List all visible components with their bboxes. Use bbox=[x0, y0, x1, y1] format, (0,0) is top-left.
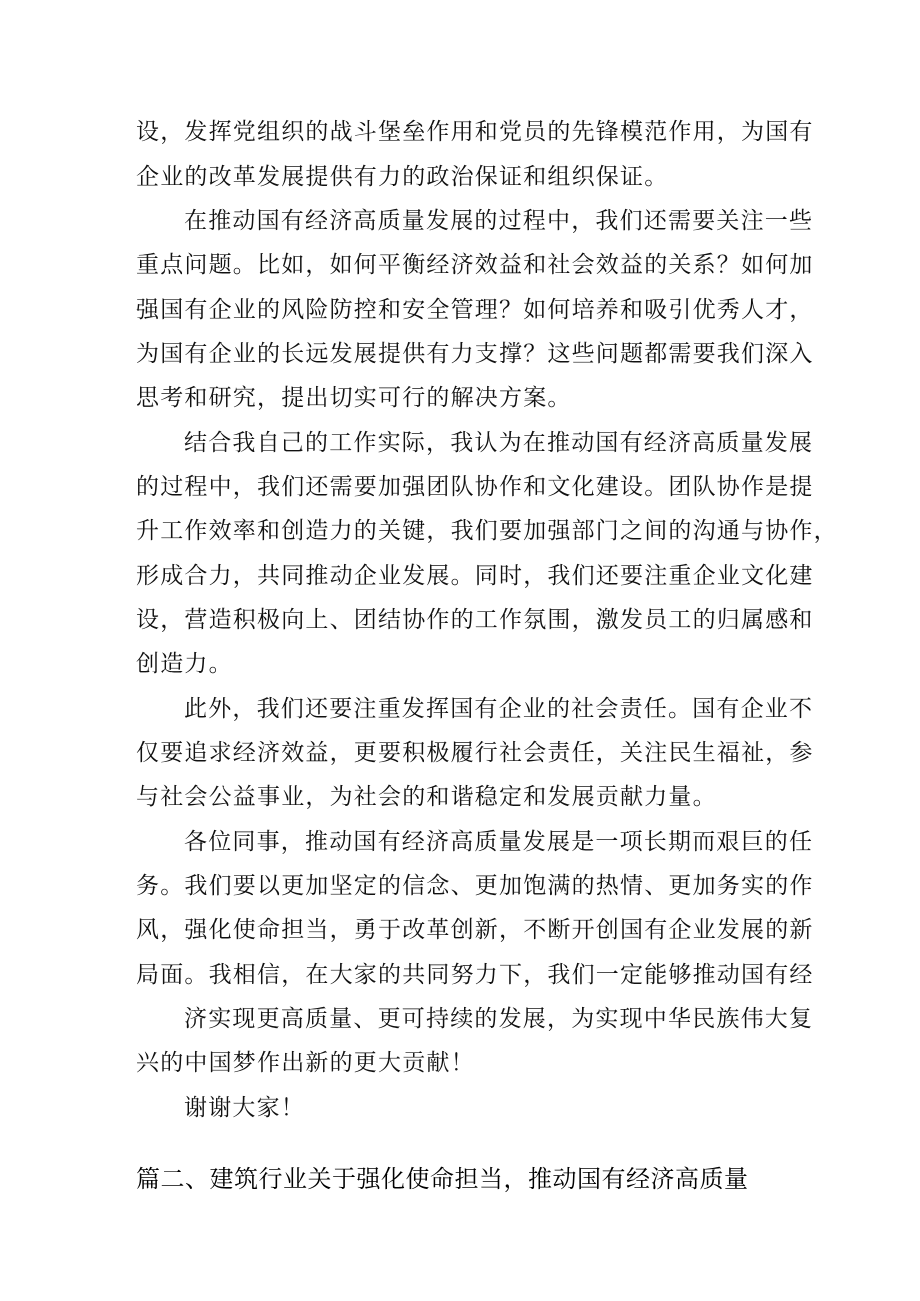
paragraph-start-line: 此外，我们还要注重发挥国有企业的社会责任。国有企业不 bbox=[184, 696, 814, 722]
text-line: 仅要追求经济效益，更要积极履行社会责任，关注民生福祉，参 bbox=[136, 740, 814, 766]
text-line: 形成合力，共同推动企业发展。同时，我们还要注重企业文化建 bbox=[136, 563, 814, 589]
text-line: 务。我们要以更加坚定的信念、更加饱满的热情、更加务实的作 bbox=[136, 873, 814, 899]
paragraph-start-line: 结合我自己的工作实际，我认为在推动国有经济高质量发展 bbox=[184, 430, 814, 456]
text-line: 创造力。 bbox=[136, 651, 233, 677]
text-line: 强国有企业的风险防控和安全管理？如何培养和吸引优秀人才， bbox=[136, 297, 814, 323]
text-line: 风，强化使命担当，勇于改革创新，不断开创国有企业发展的新 bbox=[136, 917, 814, 943]
text-line: 兴的中国梦作出新的更大贡献！ bbox=[136, 1050, 475, 1076]
text-line: 思考和研究，提出切实可行的解决方案。 bbox=[136, 385, 572, 411]
text-line: 的过程中，我们还需要加强团队协作和文化建设。团队协作是提 bbox=[136, 474, 814, 500]
text-line: 与社会公益事业，为社会的和谐稳定和发展贡献力量。 bbox=[136, 784, 717, 810]
paragraph-start-line: 各位同事，推动国有经济高质量发展是一项长期而艰巨的任 bbox=[184, 829, 814, 855]
text-line: 升工作效率和创造力的关键，我们要加强部门之间的沟通与协作， bbox=[136, 518, 838, 544]
text-line: 设，营造积极向上、团结协作的工作氛围，激发员工的归属感和 bbox=[136, 607, 814, 633]
paragraph-start-line: 在推动国有经济高质量发展的过程中，我们还需要关注一些 bbox=[184, 208, 814, 234]
text-line: 重点问题。比如，如何平衡经济效益和社会效益的关系？如何加 bbox=[136, 252, 814, 278]
text-line: 设，发挥党组织的战斗堡垒作用和党员的先锋模范作用，为国有 bbox=[136, 119, 814, 145]
text-line: 为国有企业的长远发展提供有力支撑？这些问题都需要我们深入 bbox=[136, 341, 814, 367]
text-line: 局面。我相信，在大家的共同努力下，我们一定能够推动国有经 bbox=[136, 962, 814, 988]
section-heading: 篇二、建筑行业关于强化使命担当，推动国有经济高质量 bbox=[136, 1165, 749, 1193]
closing-line: 谢谢大家！ bbox=[184, 1095, 305, 1121]
text-line: 企业的改革发展提供有力的政治保证和组织保证。 bbox=[136, 164, 669, 190]
text-line: 济实现更高质量、更可持续的发展，为实现中华民族伟大复 bbox=[184, 1006, 814, 1032]
